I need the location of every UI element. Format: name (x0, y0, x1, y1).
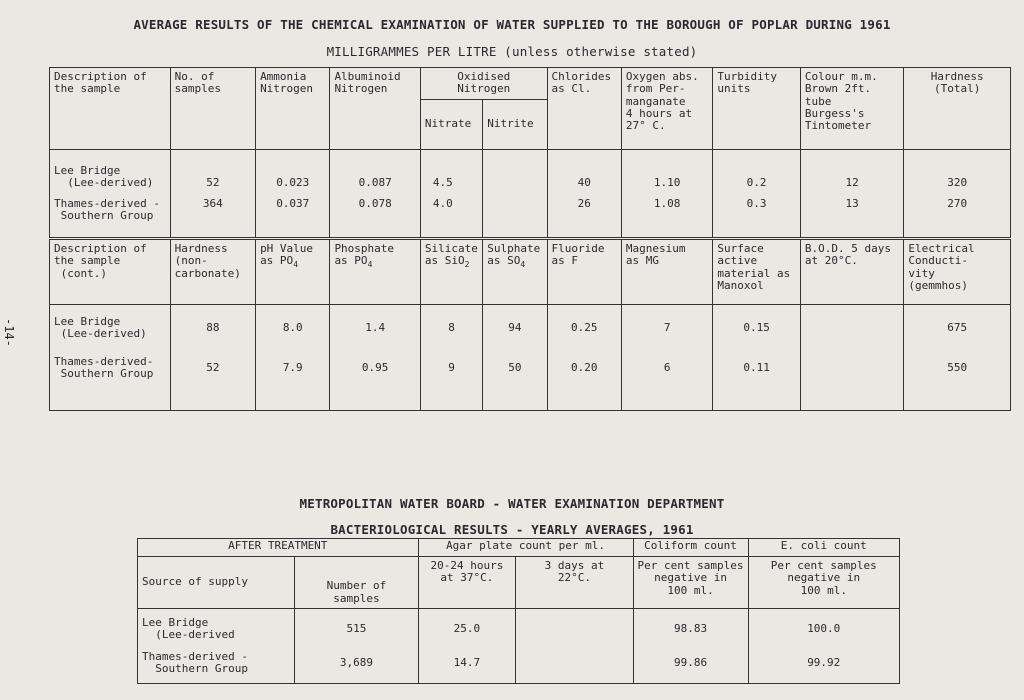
cell-value: 40 (577, 176, 591, 190)
cell-value: 550 (947, 360, 968, 374)
header-hardness-noncarbonate: Hardness (non- carbonate) (170, 239, 255, 305)
cell-value: 7.9 (282, 360, 303, 374)
cell-value (805, 364, 900, 372)
header-albuminoid: Albuminoid Nitrogen (330, 68, 420, 150)
header-agar: Agar plate count per ml. (418, 539, 633, 557)
cell-value: 7 (663, 320, 671, 334)
header-magnesium: Magnesium as MG (621, 239, 712, 305)
cell-value: 364 (202, 196, 223, 210)
cell-value (805, 324, 900, 332)
header-after-treatment: AFTER TREATMENT (138, 539, 419, 557)
cell-value: 0.2 (746, 176, 767, 190)
header-turbidity: Turbidity units (713, 68, 800, 150)
cell-value: 1.4 (365, 320, 386, 334)
cell-value: 98.83 (673, 621, 708, 635)
cell-value: 0.20 (570, 360, 598, 374)
cell-value: 3,689 (339, 655, 373, 669)
bacteriological-table (137, 538, 900, 684)
cell-value: 0.15 (743, 320, 770, 334)
header-agar-37: 20-24 hours at 37°C. (418, 557, 516, 609)
cell-value: 26 (577, 196, 591, 210)
cell-value: 0.3 (746, 196, 767, 210)
cell-value: 6 (663, 360, 671, 374)
cell-value (520, 659, 628, 667)
header-samples: No. of samples (170, 68, 255, 150)
cell-value: 0.95 (361, 360, 389, 374)
header-coliform: Coliform count (633, 539, 748, 557)
header-nitrite: Nitrite (483, 100, 547, 150)
cell-value: 515 (346, 621, 367, 635)
header-ph: pH Value as $PO_4$ (256, 239, 330, 305)
header-ecoli-sub: Per cent samples negative in 100 ml. (748, 557, 899, 609)
header-coliform-sub: Per cent samples negative in 100 ml. (633, 557, 748, 609)
cell-value: 100.0 (807, 621, 841, 635)
header-ammonia: Ammonia Nitrogen (256, 68, 330, 150)
header-chlorides: Chlorides as Cl. (547, 68, 621, 150)
row-name: Lee Bridge (Lee-derived) (54, 163, 154, 190)
cell-value: 0.078 (358, 196, 392, 210)
cell-value: 50 (508, 360, 522, 374)
header-oxidised: Oxidised Nitrogen (420, 68, 547, 100)
cell-value: 0.087 (358, 176, 392, 190)
cell-value: 99.92 (807, 655, 841, 669)
header-ecoli: E. coli count (748, 539, 899, 557)
cell-value (487, 194, 542, 202)
cell-value: 88 (206, 320, 220, 334)
header-oxygen: Oxygen abs. from Per- manganate 4 hours at 27° C. (621, 68, 712, 150)
cell-value: 25.0 (453, 621, 481, 635)
header-agar-22: 3 days at 22°C. (516, 557, 633, 609)
bacteriological-subtitle: BACTERIOLOGICAL RESULTS - YEARLY AVERAGES, 1961 (330, 522, 694, 537)
row-name: Thames-derived- Southern Group (54, 354, 154, 380)
header-colour: Colour m.m. Brown 2ft. tube Burgess's Tintometer (800, 68, 904, 150)
cell-value: 8.0 (282, 320, 303, 334)
cell-value: 14.7 (453, 655, 481, 669)
header-description: Description of the sample (50, 68, 171, 150)
cell-value: 13 (845, 196, 859, 210)
cell-value: 52 (206, 360, 220, 374)
cell-value: 4.0 (432, 196, 453, 210)
header-description-cont: Description of the sample (cont.) (50, 239, 171, 305)
row-name: Thames-derived - Southern Group (54, 196, 160, 222)
cell-value: 12 (845, 176, 859, 190)
row-source: Lee Bridge (Lee-derived (142, 615, 235, 641)
cell-value: 0.25 (570, 320, 598, 334)
cell-value: 9 (448, 360, 455, 374)
chemical-table-part-2 (49, 237, 1011, 411)
cell-value: 1.08 (653, 196, 681, 210)
cell-value: 270 (947, 196, 968, 210)
header-hardness-total: Hardness (Total) (904, 68, 1011, 150)
row-source: Thames-derived - Southern Group (142, 649, 248, 675)
cell-value: 1.10 (653, 176, 681, 190)
cell-value: 8 (448, 320, 455, 334)
cell-value (520, 625, 628, 633)
cell-value: 0.023 (276, 176, 310, 190)
cell-value: 52 (206, 176, 220, 190)
header-surface-active: Surface active material as Manoxol (713, 239, 800, 305)
page-number: -14- (2, 318, 16, 347)
row-name: Lee Bridge (Lee-derived) (54, 314, 147, 340)
header-number: Number of samples (295, 557, 418, 609)
chemical-subtitle: MILLIGRAMMES PER LITRE (unless otherwise stated) (326, 44, 698, 59)
header-silicate: Silicate as SiO$_2$ (420, 239, 482, 305)
cell-value: 0.037 (276, 196, 310, 210)
cell-value: 94 (508, 320, 522, 334)
header-sulphate: Sulphate as $SO_4$ (483, 239, 547, 305)
header-source: Source of supply (138, 557, 295, 609)
header-bod: B.O.D. 5 days at 20°C. (800, 239, 904, 305)
cell-value: 4.5 (432, 176, 453, 190)
cell-value: 320 (947, 176, 968, 190)
cell-value: 99.86 (673, 655, 708, 669)
cell-value: 675 (947, 320, 968, 334)
header-conductivity: Electrical Conducti- vity (gemmhos) (904, 239, 1011, 305)
cell-value (487, 186, 542, 194)
header-fluoride: Fluoride as F (547, 239, 621, 305)
chemical-title: AVERAGE RESULTS OF THE CHEMICAL EXAMINATION OF WATER SUPPLIED TO THE BOROUGH OF POPLAR DURING 1961 (133, 17, 891, 32)
bacteriological-title: METROPOLITAN WATER BOARD - WATER EXAMINATION DEPARTMENT (299, 496, 725, 511)
header-phosphate: Phosphate as $PO_4$ (330, 239, 420, 305)
chemical-table-part-1 (49, 67, 1011, 238)
cell-value: 0.11 (743, 360, 770, 374)
header-nitrate: Nitrate (420, 100, 482, 150)
